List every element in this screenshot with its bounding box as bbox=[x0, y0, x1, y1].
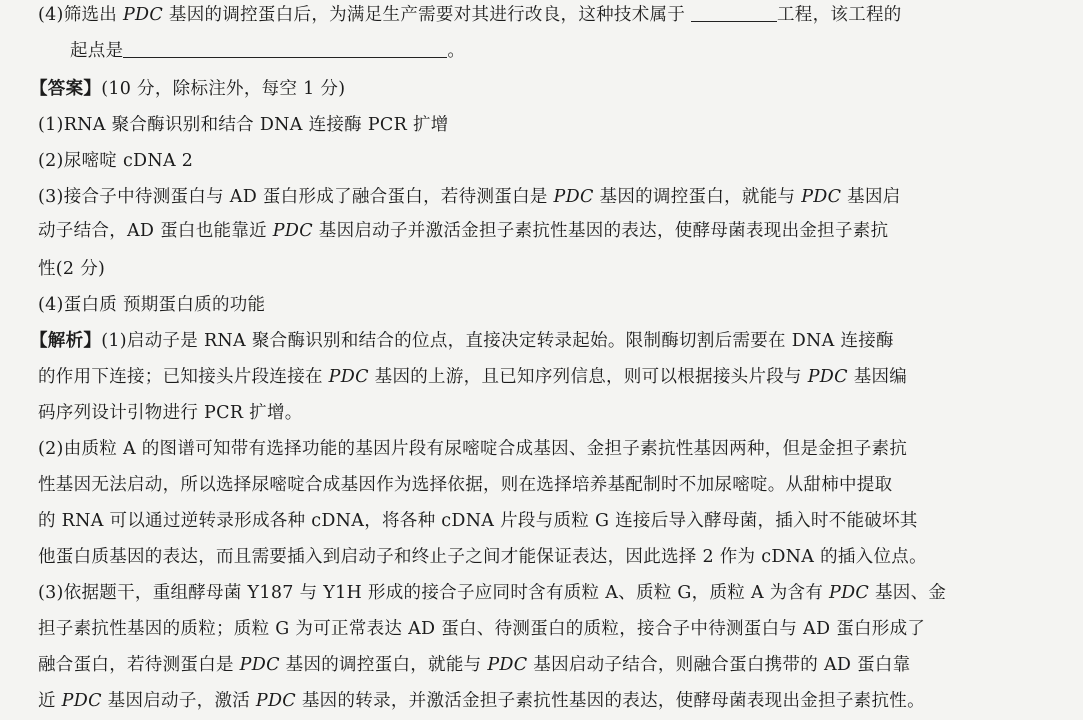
gene-name: PDC bbox=[61, 691, 102, 711]
gene-name: PDC bbox=[801, 187, 842, 207]
text: (1)启动子是 RNA 聚合酶识别和结合的位点，直接决定转录起始。限制酶切割后需要在 DNA 连接酶 bbox=[101, 331, 894, 351]
text: 基因的转录，并激活金担子素抗性基因的表达，使酵母菌表现出金担子素抗性。 bbox=[296, 691, 925, 711]
text: 基因启动子，激活 bbox=[101, 691, 256, 711]
analysis-2-line-2: 性基因无法启动，所以选择尿嘧啶合成基因作为选择依据，则在选择培养基配制时不加尿嘧啶。从甜柿中提取 bbox=[38, 475, 893, 495]
text: 基因、金 bbox=[869, 583, 947, 603]
analysis-2-line-3: 的 RNA 可以通过逆转录形成各种 cDNA，将各种 cDNA 片段与质粒 G 连接后导入酵母菌，插入时不能破坏其 bbox=[38, 511, 918, 531]
analysis-1-line-1 bbox=[30, 328, 1061, 354]
gene-name: PDC bbox=[255, 691, 297, 711]
analysis-1-line-2 bbox=[38, 364, 1061, 390]
text: 基因启动子结合，则融合蛋白携带的 AD 蛋白靠 bbox=[527, 655, 911, 675]
gene-name: PDC bbox=[272, 221, 313, 241]
text: 基因的调控蛋白后，为满足生产需要对其进行改良，这种技术属于 bbox=[163, 5, 686, 25]
text: 融合蛋白，若待测蛋白是 bbox=[38, 655, 240, 675]
text: (3)接合子中待测蛋白与 AD 蛋白形成了融合蛋白，若待测蛋白是 bbox=[38, 187, 554, 207]
text: 基因的调控蛋白，就能与 bbox=[279, 655, 488, 675]
question-4-line-2 bbox=[70, 38, 1061, 64]
answer-3-line-1 bbox=[38, 184, 1061, 210]
analysis-2-line-1: (2)由质粒 A 的图谱可知带有选择功能的基因片段有尿嘧啶合成基因、金担子素抗性基因两种，但是金担子素抗 bbox=[38, 439, 908, 459]
gene-name: PDC bbox=[807, 367, 848, 387]
answer-blank[interactable] bbox=[123, 39, 447, 58]
analysis-3-line-4 bbox=[38, 688, 1061, 714]
text: (3)依据题干，重组酵母菌 Y187 与 Y1H 形成的接合子应同时含有质粒 A、质粒 G，质粒 A 为含有 bbox=[38, 583, 830, 603]
score-note: (10 分，除标注外，每空 1 分) bbox=[101, 79, 346, 99]
analysis-3-line-3 bbox=[38, 652, 1061, 678]
text: 的作用下连接；已知接头片段连接在 bbox=[38, 367, 329, 387]
text: 近 bbox=[38, 691, 62, 711]
text: 基因启 bbox=[841, 187, 901, 207]
text: 起点是 bbox=[70, 41, 124, 61]
text: 工程，该工程的 bbox=[777, 5, 902, 25]
question-4-line-1 bbox=[38, 2, 1061, 28]
answer-blank[interactable] bbox=[691, 3, 777, 22]
analysis-2-line-4: 他蛋白质基因的表达，而且需要插入到启动子和终止子之间才能保证表达，因此选择 2 作为 cDNA 的插入位点。 bbox=[38, 547, 927, 567]
text: 。 bbox=[447, 41, 466, 61]
gene-name: PDC bbox=[328, 367, 369, 387]
text: (4)筛选出 bbox=[38, 5, 123, 25]
gene-name: PDC bbox=[553, 187, 594, 207]
text: 基因启动子并激活金担子素抗性基因的表达，使酵母菌表现出金担子素抗 bbox=[312, 221, 889, 241]
analysis-1-line-3: 码序列设计引物进行 PCR 扩增。 bbox=[38, 403, 303, 423]
text: 基因的调控蛋白，就能与 bbox=[593, 187, 802, 207]
gene-name: PDC bbox=[122, 5, 164, 25]
gene-name: PDC bbox=[239, 655, 280, 675]
answer-3-line-3: 性(2 分) bbox=[38, 259, 106, 279]
answer-1: (1)RNA 聚合酶识别和结合 DNA 连接酶 PCR 扩增 bbox=[38, 115, 449, 135]
answer-header bbox=[30, 76, 1061, 102]
answer-3-line-2 bbox=[38, 218, 1061, 244]
gene-name: PDC bbox=[487, 655, 528, 675]
answer-label: 【答案】 bbox=[30, 79, 102, 99]
answer-4: (4)蛋白质 预期蛋白质的功能 bbox=[38, 295, 266, 315]
gene-name: PDC bbox=[829, 583, 870, 603]
analysis-label: 【解析】 bbox=[30, 331, 102, 351]
text: 基因编 bbox=[847, 367, 908, 387]
analysis-3-line-1 bbox=[38, 580, 1061, 606]
text: 动子结合，AD 蛋白也能靠近 bbox=[38, 221, 273, 241]
analysis-3-line-2: 担子素抗性基因的质粒；质粒 G 为可正常表达 AD 蛋白、待测蛋白的质粒，接合子中待测蛋白与 AD 蛋白形成了 bbox=[38, 619, 926, 639]
answer-2: (2)尿嘧啶 cDNA 2 bbox=[38, 151, 194, 171]
text: 基因的上游，且已知序列信息，则可以根据接头片段与 bbox=[368, 367, 808, 387]
